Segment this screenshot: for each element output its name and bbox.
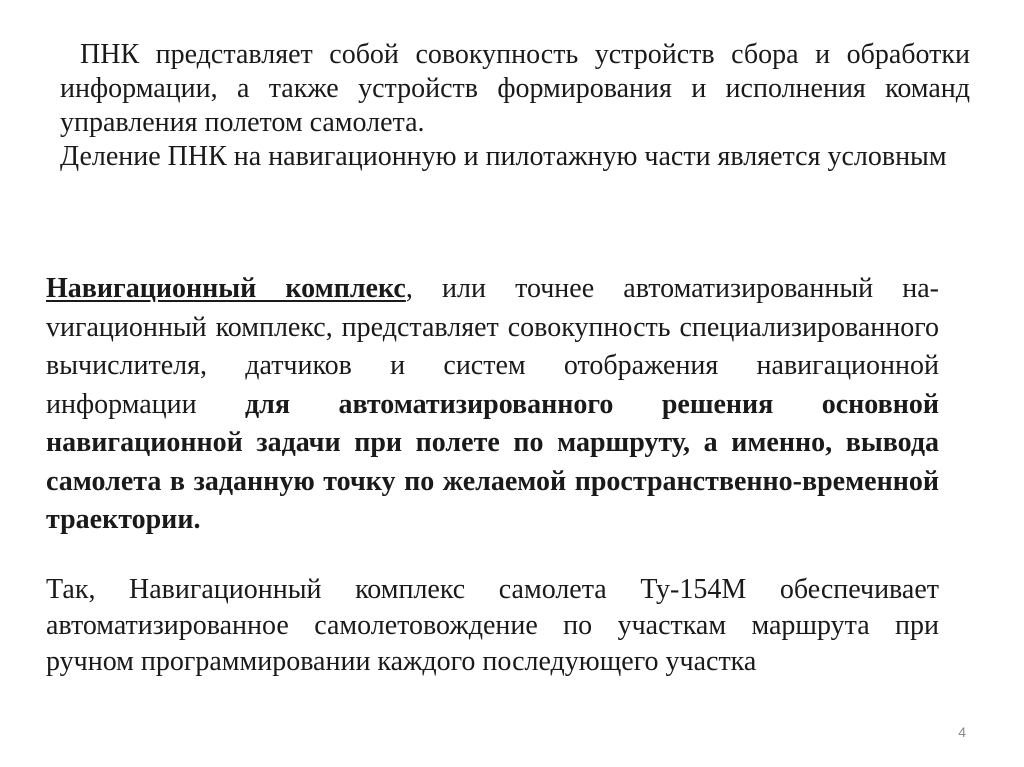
page-number: 4 [958, 724, 966, 740]
definition-paragraph [46, 270, 939, 540]
definition-body: , или точнее автоматизированный наvигационный комплекс, представляет совокупность специализированного вычислителя, датчиков и систем отображения навигационной информации [46, 273, 939, 420]
definition-emphasis: для автоматизированного решения основной навигационной задачи при полете по маршруту, а именно, вывода самолета в заданную точку по желаемой пространственно-временной траектории. [46, 388, 939, 535]
example-paragraph: Так, Навигационный комплекс самолета Ту-154М обеспечивает автоматизированное самолетовождение по участкам маршрута при ручном программировании каждого последующего участка [46, 574, 939, 677]
intro-paragraph-division: Деление ПНК на навигационную и пилотажную части является условным [60, 141, 947, 172]
definition-term: Навигационный комплекс [46, 273, 406, 304]
intro-block [60, 38, 970, 174]
intro-paragraph-pnk: ПНК представляет собой совокупность устройств сбора и обработки информации, а также устройств формирования и исполнения команд управления полетом самолета. [60, 39, 970, 138]
